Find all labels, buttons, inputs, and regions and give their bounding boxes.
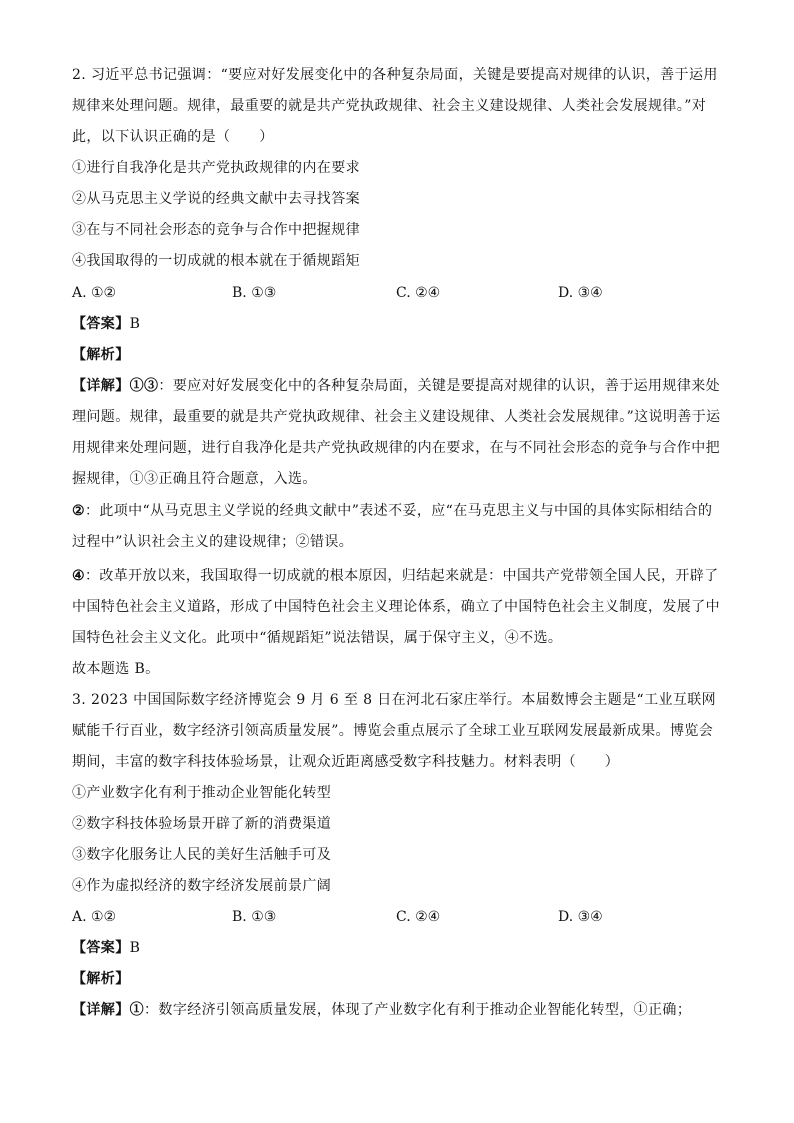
- q2-option-c: C. ②④: [396, 285, 441, 301]
- q2-answer: [72, 309, 724, 340]
- q2-item-2: ②从马克思主义学说的经典文献中去寻找答案: [72, 191, 360, 207]
- q2-detail-1-tag: ①③: [129, 378, 159, 394]
- q2-detail-2-tag: ②: [72, 503, 85, 519]
- q3-answer-label: 【答案】: [72, 940, 130, 956]
- q3-item-1: ①产业数字化有利于推动企业智能化转型: [72, 785, 332, 801]
- q2-detail-2-text: ：此项中“从马克思主义学说的经典文献中”表述不妥，应“在马克思主义与中国的具体实际相结合的过程中”认识社会主义的建设规律；②错误。: [72, 503, 713, 550]
- q2-analysis-label: 【解析】: [72, 347, 130, 363]
- q3-answer-value: B: [129, 940, 141, 956]
- q2-options: [72, 278, 724, 309]
- q2-item-1: ①进行自我净化是共产党执政规律的内在要求: [72, 160, 360, 176]
- q3-detail-1-text: ：数字经济引领高质量发展，体现了产业数字化有利于推动企业智能化转型，①正确；: [144, 1002, 692, 1018]
- q2-answer-value: B: [129, 316, 141, 332]
- q2-answer-label: 【答案】: [72, 316, 130, 332]
- q3-item-4: ④作为虚拟经济的数字经济发展前景广阔: [72, 878, 332, 894]
- q3-detail-1-tag: ①: [129, 1002, 145, 1018]
- q2-option-d: D. ③④: [558, 285, 603, 301]
- q2-detail-1: [72, 371, 724, 495]
- q3-option-b: B. ①③: [232, 909, 277, 925]
- q3-options: [72, 902, 724, 933]
- q2-item-4: ④我国取得的一切成就的根本就在于循规蹈矩: [72, 253, 360, 269]
- q3-stem: 3. 2023 中国国际数字经济博览会 9 月 6 至 8 日在河北石家庄举行。本届数博会主题是“工业互联网赋能千行百业，数字经济引领高质量发展”。博览会重点展示了全球工业互联网发展最新成果。博览会期间，丰富的数字科技体验场景，让观众近距离感受数字科技魅力。材料表明（ ）: [72, 692, 717, 770]
- q3-analysis-label: 【解析】: [72, 971, 130, 987]
- q2-detail-3: [72, 561, 724, 654]
- q3-detail-1: [72, 995, 724, 1026]
- q2-detail-3-tag: ④: [72, 568, 85, 584]
- q3-answer: [72, 933, 724, 964]
- q3-item-3: ③数字化服务让人民的美好生活触手可及: [72, 847, 332, 863]
- q2-detail-2: [72, 496, 724, 558]
- q2-option-a: A. ①②: [72, 285, 117, 301]
- q3-option-d: D. ③④: [558, 909, 603, 925]
- q3-option-a: A. ①②: [72, 909, 117, 925]
- q2-option-b: B. ①③: [232, 285, 277, 301]
- q2-detail-3-text: ：改革开放以来，我国取得一切成就的根本原因，归结起来就是：中国共产党带领全国人民，开辟了中国特色社会主义道路，形成了中国特色社会主义理论体系，确立了中国特色社会主义制度，发展了中国特色社会主义文化。此项中“循规蹈矩”说法错误，属于保守主义，④不选。: [72, 568, 720, 646]
- q3-detail-label: 【详解】: [72, 1002, 130, 1018]
- q3-option-c: C. ②④: [396, 909, 441, 925]
- q2-item-3: ③在与不同社会形态的竞争与合作中把握规律: [72, 222, 360, 238]
- q2-stem: 2. 习近平总书记强调：“要应对好发展变化中的各种复杂局面，关键是要提高对规律的认识，善于运用规律来处理问题。规律，最重要的就是共产党执政规律、社会主义建设规律、人类社会发展规律。”对此，以下认识正确的是（ ）: [72, 67, 718, 145]
- q2-conclusion: 故本题选 B。: [72, 661, 160, 677]
- q2-detail-1-text: ：要应对好发展变化中的各种复杂局面，关键是要提高对规律的认识，善于运用规律来处理问题。规律，最重要的就是共产党执政规律、社会主义建设规律、人类社会发展规律。”这说明善于运用规律来处理问题，进行自我净化是共产党执政规律的内在要求，在与不同社会形态的竞争与合作中把握规律，①③正确且符合题意，入选。: [72, 378, 721, 487]
- q3-item-2: ②数字科技体验场景开辟了新的消费渠道: [72, 816, 332, 832]
- q2-detail-label: 【详解】: [72, 378, 130, 394]
